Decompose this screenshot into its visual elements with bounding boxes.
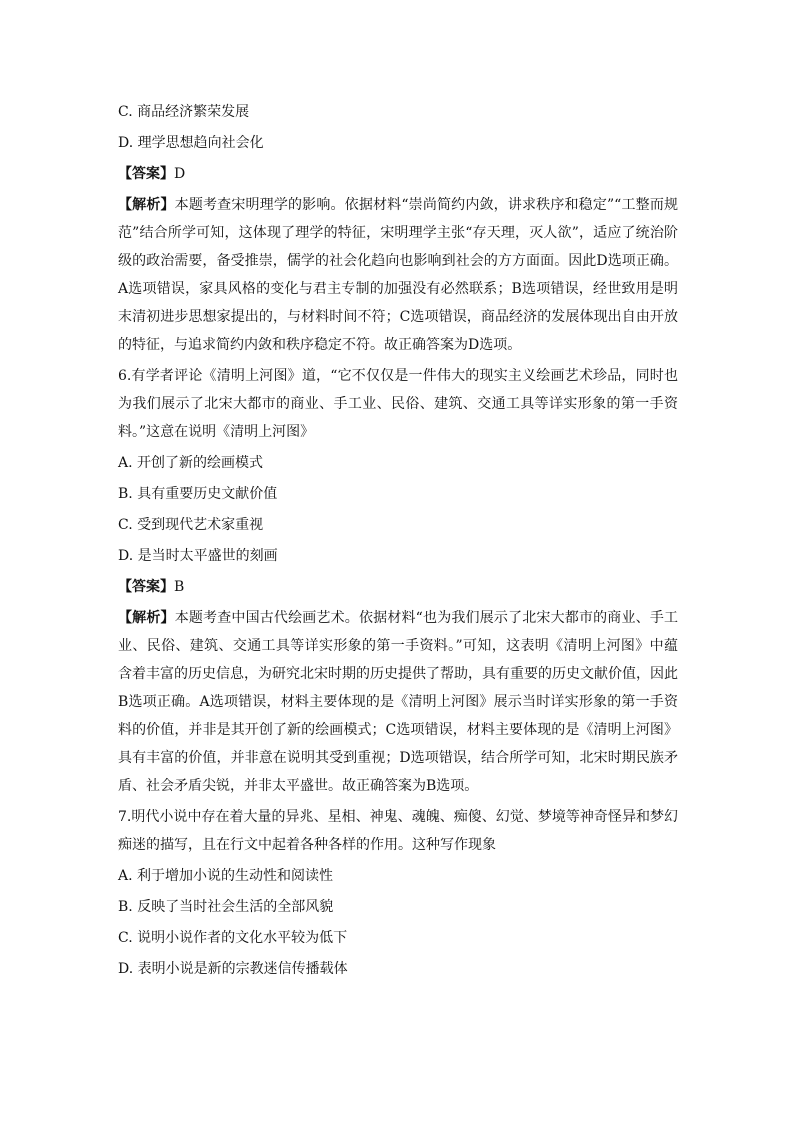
q5-analysis-text: 本题考查宋明理学的影响。依据材料“崇尚简约内敛，讲求秩序和稳定”“工整而规范”结合所学可知，这体现了理学的特征，宋明理学主张“存天理，灭人欲”，适应了统治阶级的政治需要，备受推崇，儒学的社会化趋向也影响到社会的方方面面。因此D选项正确。A选项错误，家具风格的变化与君主专制的加强没有必然联系；B选项错误，经世致用是明末清初进步思想家提出的，与材料时间不符；C选项错误，商品经济的发展体现出自由开放的特征，与追求简约内敛和秩序稳定不符。故正确答案为D选项。 bbox=[118, 197, 678, 353]
q6-analysis bbox=[118, 604, 678, 800]
q6-option-c: C. 受到现代艺术家重视 bbox=[118, 517, 264, 533]
q5-option-c: C. 商品经济繁荣发展 bbox=[118, 104, 250, 120]
q6-option-d: D. 是当时太平盛世的刻画 bbox=[118, 548, 278, 564]
q7-option-d: D. 表明小说是新的宗教迷信传播载体 bbox=[118, 961, 348, 977]
q6-answer bbox=[118, 573, 678, 601]
q6-analysis-text: 本题考查中国古代绘画艺术。依据材料“也为我们展示了北宋大都市的商业、手工业、民俗、建筑、交通工具等详实形象的第一手资料。”可知，这表明《清明上河图》中蕴含着丰富的历史信息，为研究北宋时期的历史提供了帮助，具有重要的历史文献价值，因此B选项正确。A选项错误，材料主要体现的是《清明上河图》展示当时详实形象的第一手资料的价值，并非是其开创了新的绘画模式；C选项错误，材料主要体现的是《清明上河图》具有丰富的价值，并非意在说明其受到重视；D选项错误，结合所学可知，北宋时期民族矛盾、社会矛盾尖锐，并非太平盛世。故正确答案为B选项。 bbox=[118, 610, 679, 794]
q6-answer-label: 【答案】 bbox=[118, 579, 174, 595]
q6-stem: 6.有学者评论《清明上河图》道，“它不仅仅是一件伟大的现实主义绘画艺术珍品，同时也为我们展示了北宋大都市的商业、手工业、民俗、建筑、交通工具等详实形象的第一手资料。”这意在说明《清明上河图》 bbox=[118, 368, 678, 440]
q5-analysis bbox=[118, 191, 678, 359]
q5-answer-label: 【答案】 bbox=[118, 166, 174, 182]
q6-analysis-label: 【解析】 bbox=[118, 610, 175, 626]
q7-option-a: A. 利于增加小说的生动性和阅读性 bbox=[118, 868, 334, 884]
q7-option-b: B. 反映了当时社会生活的全部风貌 bbox=[118, 899, 334, 915]
q6-answer-value: B bbox=[174, 579, 185, 595]
q5-answer bbox=[118, 160, 678, 188]
q6-option-b: B. 具有重要历史文献价值 bbox=[118, 486, 278, 502]
q5-answer-value: D bbox=[174, 166, 186, 182]
q5-option-d: D. 理学思想趋向社会化 bbox=[118, 135, 264, 151]
q6-option-a: A. 开创了新的绘画模式 bbox=[118, 455, 264, 471]
q5-analysis-label: 【解析】 bbox=[118, 197, 175, 213]
q7-stem: 7.明代小说中存在着大量的异兆、星相、神鬼、魂魄、痴傻、幻觉、梦境等神奇怪异和梦幻痴迷的描写，且在行文中起着各种各样的作用。这种写作现象 bbox=[118, 809, 678, 853]
document-body bbox=[118, 98, 678, 983]
q7-option-c: C. 说明小说作者的文化水平较为低下 bbox=[118, 930, 348, 946]
